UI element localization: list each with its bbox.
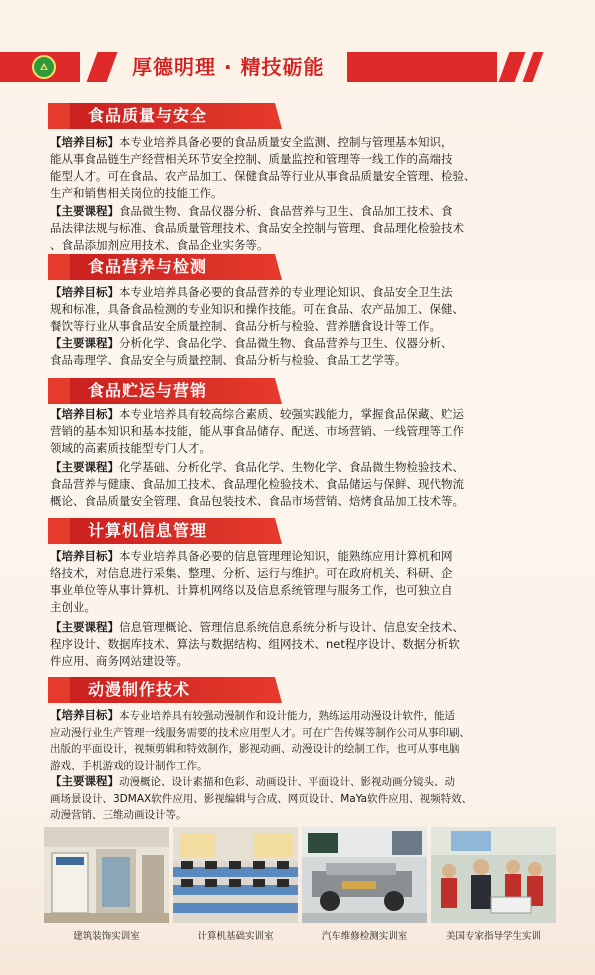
main-courses — [50, 335, 550, 369]
goal-text: 本专业培养具备必要的食品质量安全监测、控制与管理基本知识， 能从事食品链生产经营相关环节安全控制、质量监控和管理等一线工作的高端技 能型人才。可在食品、农产品加工、保健食品等行业从事食品质量安全管理、检验、 生产和销售相关岗位的技能工作。 — [50, 135, 476, 200]
section-header — [48, 518, 282, 544]
photo-caption: 美国专家指导学生实训 — [445, 931, 541, 942]
training-goal — [50, 134, 550, 202]
course-tag: 【主要课程】 — [50, 204, 119, 218]
top-banner-stripe — [523, 52, 544, 82]
section-title: 食品营养与检测 — [88, 257, 208, 276]
goal-tag: 【培养目标】 — [50, 135, 119, 149]
goal-text: 本专业培养具备必要的食品营养的专业理论知识、食品安全卫生法 规和标准，具备食品检测的专业知识和操作技能。可在食品、农产品加工、保健、 餐饮等行业从事食品安全质量控制、食品分析与检验、营养膳食设计等工作。 — [50, 285, 464, 333]
goal-tag: 【培养目标】 — [50, 549, 119, 563]
course-text: 动漫概论、设计素描和色彩、动画设计、平面设计、影视动画分镜头、动 画场景设计、3DMAX软件应用、影视编辑与合成、网页设计、MaYa软件应用、视频特效、 动漫营销、三维动画设计等。 — [50, 776, 473, 821]
expert-training-photo — [431, 827, 556, 923]
main-courses — [50, 773, 560, 824]
photo-caption: 汽车维修检测实训室 — [321, 931, 408, 942]
goal-tag: 【培养目标】 — [50, 708, 119, 722]
section-header — [48, 254, 282, 280]
goal-tag: 【培养目标】 — [50, 285, 119, 299]
course-tag: 【主要课程】 — [50, 336, 119, 350]
section-header — [48, 103, 282, 129]
top-banner-right-block — [347, 52, 497, 82]
section-header — [48, 378, 282, 404]
course-tag: 【主要课程】 — [50, 460, 119, 474]
top-banner-stripe — [87, 52, 118, 82]
course-text: 信息管理概论、管理信息系统信息系统分析与设计、信息安全技术、 程序设计、数据库技术、算法与数据结构、组网技术、net程序设计、数据分析软 件应用、商务网站建设等。 — [50, 620, 464, 668]
course-text: 分析化学、食品化学、食品微生物、食品营养与卫生、仪器分析、 食品毒理学、食品安全与质量控制、食品分析与检验、食品工艺学等。 — [50, 336, 453, 367]
school-motto: 厚德明理 · 精技砺能 — [132, 55, 325, 79]
top-banner-stripe — [499, 52, 526, 82]
computer-lab-photo — [173, 827, 298, 923]
section-title: 食品质量与安全 — [88, 106, 208, 125]
course-text: 化学基础、分析化学、食品化学、生物化学、食品微生物检验技术、 食品营养与健康、食品加工技术、食品理化检验技术、食品储运与保鲜、现代物流 概论、食品质量安全管理、食品包装技术、食品市场营销、焙烤食品加工技术等。 — [50, 460, 464, 508]
training-goal — [50, 548, 550, 616]
course-tag: 【主要课程】 — [50, 620, 119, 634]
top-banner — [0, 52, 595, 82]
classroom-photo — [44, 827, 169, 923]
main-courses — [50, 619, 550, 670]
section-title: 计算机信息管理 — [88, 521, 208, 540]
course-tag: 【主要课程】 — [50, 774, 119, 788]
section-title: 动漫制作技术 — [88, 680, 191, 699]
training-goal — [50, 406, 550, 457]
goal-text: 本专业培养具备必要的信息管理理论知识，能熟练应用计算机和网 络技术，对信息进行采集、整理、分析、运行与维护。可在政府机关、科研、企 事业单位等从事计算机、计算机网络以及信息系统管理与服务工作，也可独立自 主创业。 — [50, 549, 453, 614]
training-goal — [50, 707, 560, 774]
training-goal — [50, 284, 550, 335]
photo-gallery — [44, 827, 556, 955]
top-banner-left-block — [0, 52, 80, 82]
main-courses — [50, 203, 550, 254]
goal-tag: 【培养目标】 — [50, 407, 119, 421]
course-text: 食品微生物、食品仪器分析、食品营养与卫生、食品加工技术、食 品法律法规与标准、食品质量管理技术、食品安全控制与管理、食品理化检验技术 、食品添加剂应用技术、食品企业实务等。 — [50, 204, 464, 252]
main-courses — [50, 459, 550, 510]
auto-repair-lab-photo — [302, 827, 427, 923]
school-emblem-icon — [32, 55, 56, 79]
goal-text: 本专业培养具有较高综合素质、较强实践能力，掌握食品保藏、贮运 营销的基本知识和基本技能，能从事食品储存、配送、市场营销、一线管理等工作 领域的高素质技能型专门人才。 — [50, 407, 464, 455]
goal-text: 本专业培养具有较强动漫制作和设计能力，熟练运用动漫设计软件，能适 应动漫行业生产管理一线服务需要的技术应用型人才。可在广告传媒等制作公司从事印刷、 出版的平面设计，视频剪辑和特效制作，影视动画、动漫设计的绘制工作，也可从事电脑 游戏、手机游戏的设计制作工作。 — [50, 710, 470, 772]
section-header — [48, 677, 282, 703]
section-title: 食品贮运与营销 — [88, 381, 208, 400]
photo-caption: 计算机基础实训室 — [197, 931, 274, 942]
photo-caption: 建筑装饰实训室 — [73, 931, 140, 942]
